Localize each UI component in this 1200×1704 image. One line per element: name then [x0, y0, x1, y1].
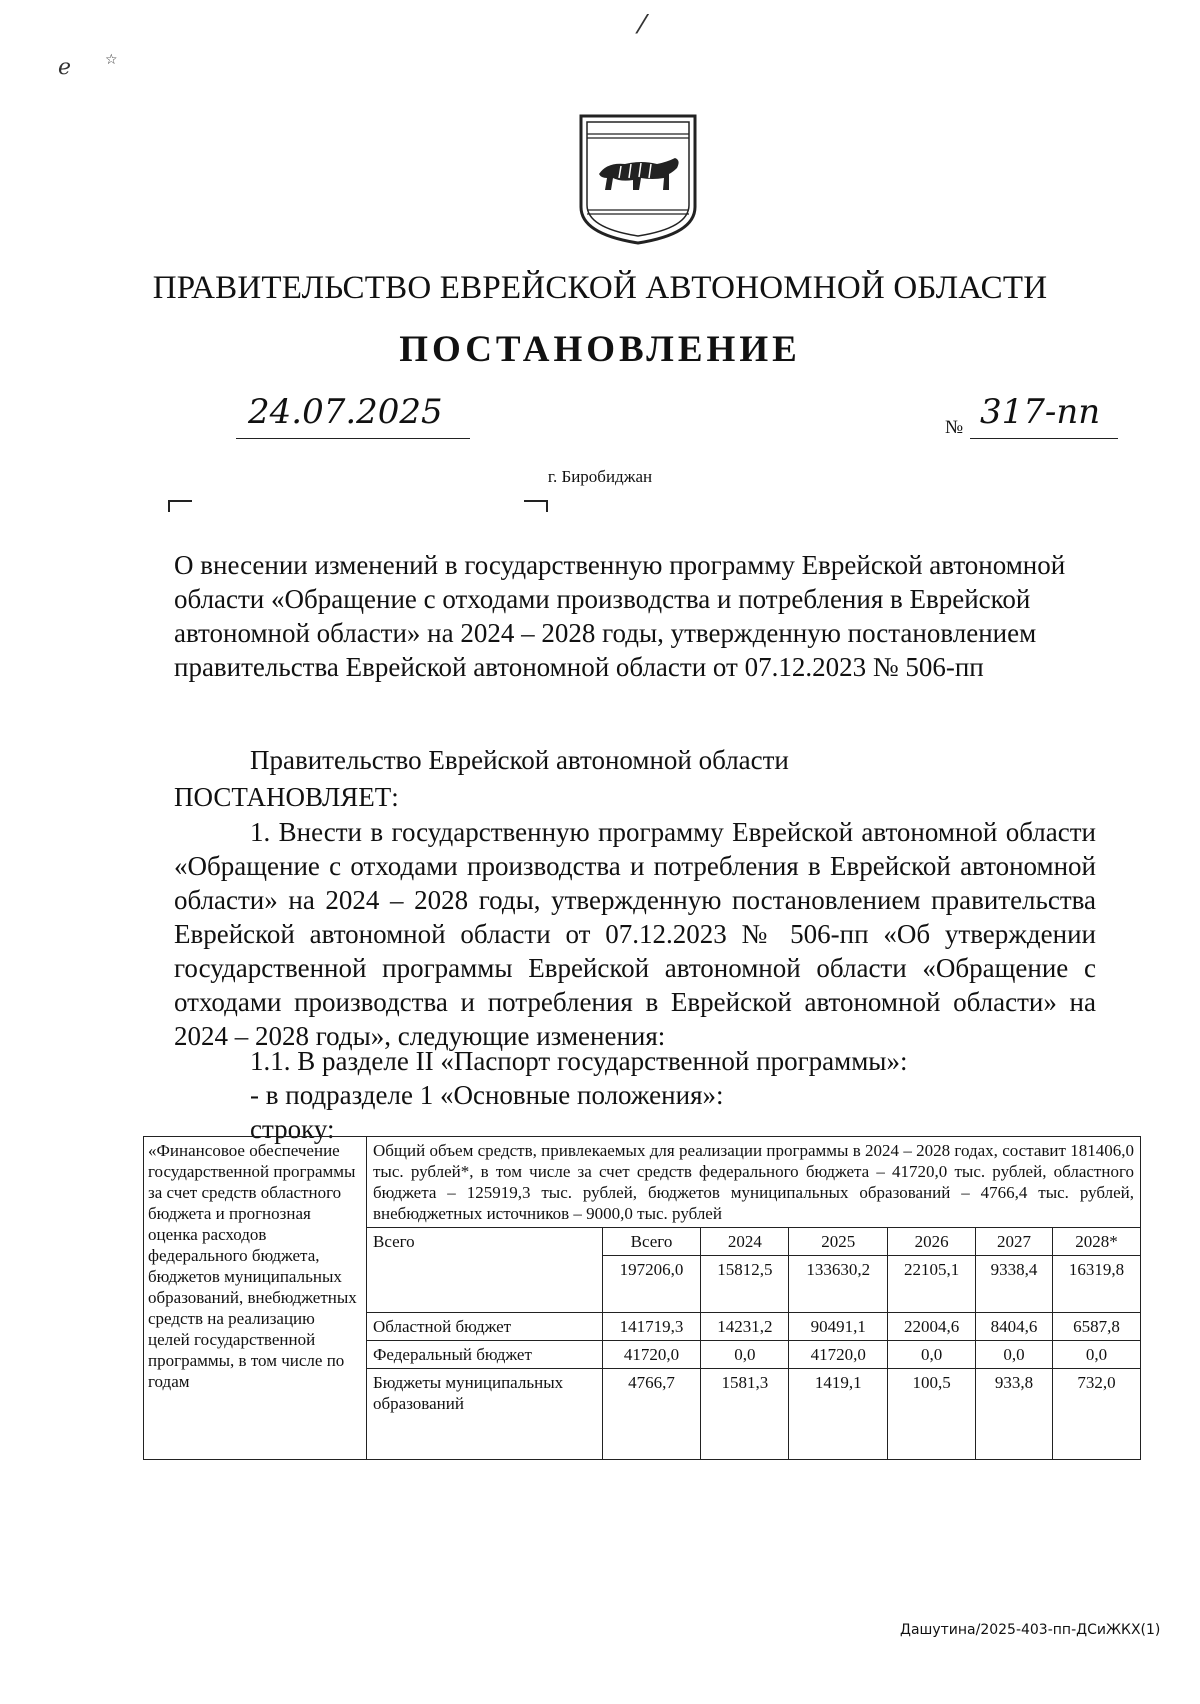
table-cell: 9338,4	[976, 1256, 1053, 1313]
preamble-text: Правительство Еврейской автономной области	[250, 745, 789, 775]
table-cell: 197206,0	[602, 1256, 701, 1313]
table-cell: 0,0	[976, 1341, 1053, 1369]
table-row-label: Федеральный бюджет	[367, 1341, 603, 1369]
subject-line: О внесении изменений в государственную программу Еврейской автономной	[174, 550, 1066, 580]
financing-row-label: «Финансовое обеспечение государственной программы за счет средств областного бюджета и прогнозная оценка расходов федерального бюджета, бюджетов муниципальных образований, внебюджетных средств на реализацию целей государственной программы, в том числе по годам	[144, 1137, 367, 1460]
coat-of-arms-emblem	[577, 112, 699, 247]
handwritten-number: 317-пп	[980, 392, 1101, 432]
table-header-cell: Всего	[602, 1228, 701, 1256]
stroke-label: строку:	[250, 1114, 335, 1144]
table-cell: 22004,6	[888, 1313, 976, 1341]
city-name: г. Биробиджан	[547, 467, 653, 486]
table-cell: 732,0	[1053, 1369, 1141, 1460]
table-cell: 41720,0	[602, 1341, 701, 1369]
table-cell: 4766,7	[602, 1369, 701, 1460]
table-cell: 1419,1	[789, 1369, 888, 1460]
table-cell: 8404,6	[976, 1313, 1053, 1341]
scan-mark: ☆	[105, 52, 118, 68]
table-cell: 16319,8	[1053, 1256, 1141, 1313]
table-cell: 1581,3	[701, 1369, 789, 1460]
point-1-1-text: 1.1. В разделе II «Паспорт государственной программы»:	[250, 1046, 908, 1076]
table-row-label: Областной бюджет	[367, 1313, 603, 1341]
table-header-cell: Всего	[367, 1228, 603, 1313]
government-title: ПРАВИТЕЛЬСТВО ЕВРЕЙСКОЙ АВТОНОМНОЙ ОБЛАСТИ	[152, 270, 1048, 306]
right-corner-bracket	[524, 500, 548, 512]
subject-line: автономной области» на 2024 – 2028 годы, утвержденную постановлением	[174, 618, 1037, 648]
table-row-label: Бюджеты муниципальных образований	[367, 1369, 603, 1460]
table-cell: 933,8	[976, 1369, 1053, 1460]
table-cell: 0,0	[701, 1341, 789, 1369]
resolves-heading: ПОСТАНОВЛЯЕТ:	[174, 782, 399, 812]
table-header-cell: 2026	[888, 1228, 976, 1256]
left-corner-bracket	[168, 500, 192, 512]
point-1-text: 1. Внести в государственную программу Еврейской автономной области «Обращение с отходами производства и потребления в Еврейской автономной области» на 2024 – 2028 годы, утвержденную постановлением правительства Еврейской автономной области от 07.12.2023 № 506-пп «Об утверждении государственной программы Еврейской автономной области «Обращение с отходами производства и потребления в Еврейской автономной области» на 2024 – 2028 годы», следующие изменения:	[174, 817, 1096, 1051]
table-header-cell: 2025	[789, 1228, 888, 1256]
table-header-cell: 2027	[976, 1228, 1053, 1256]
handwritten-date: 24.07.2025	[248, 392, 443, 432]
date-underline	[236, 438, 470, 439]
table-cell: 6587,8	[1053, 1313, 1141, 1341]
table-header-cell: 2028*	[1053, 1228, 1141, 1256]
table-cell: 90491,1	[789, 1313, 888, 1341]
table-cell: 0,0	[1053, 1341, 1141, 1369]
table-header-cell: 2024	[701, 1228, 789, 1256]
table-cell: 15812,5	[701, 1256, 789, 1313]
table-cell: 141719,3	[602, 1313, 701, 1341]
table-cell: 41720,0	[789, 1341, 888, 1369]
scan-mark: ⁄	[640, 10, 645, 40]
financing-intro-text: Общий объем средств, привлекаемых для реализации программы в 2024 – 2028 годах, составит 181406,0 тыс. рублей*, в том числе за счет средств федерального бюджета – 41720,0 тыс. рублей, областного бюджета – 125919,3 тыс. рублей, бюджетов муниципальных образований – 4766,4 тыс. рублей, внебюджетных источников – 9000,0 тыс. рублей	[367, 1137, 1141, 1228]
number-underline	[970, 438, 1118, 439]
table-cell: 133630,2	[789, 1256, 888, 1313]
financing-table	[143, 1136, 1141, 1460]
number-sign: №	[945, 417, 964, 438]
table-cell: 22105,1	[888, 1256, 976, 1313]
document-type-title: ПОСТАНОВЛЕНИЕ	[399, 329, 801, 370]
subject-line: области «Обращение с отходами производства и потребления в Еврейской	[174, 584, 1031, 614]
table-cell: 100,5	[888, 1369, 976, 1460]
document-subject	[174, 548, 1122, 684]
subsection-text: - в подразделе 1 «Основные положения»:	[250, 1080, 724, 1110]
scan-mark: ℯ	[58, 55, 72, 80]
table-cell: 0,0	[888, 1341, 976, 1369]
subject-line: правительства Еврейской автономной области от 07.12.2023 № 506-пп	[174, 652, 984, 682]
footer-reference: Дашутина/2025-403-пп-ДСиЖКХ(1)	[900, 1622, 1161, 1638]
table-cell: 14231,2	[701, 1313, 789, 1341]
